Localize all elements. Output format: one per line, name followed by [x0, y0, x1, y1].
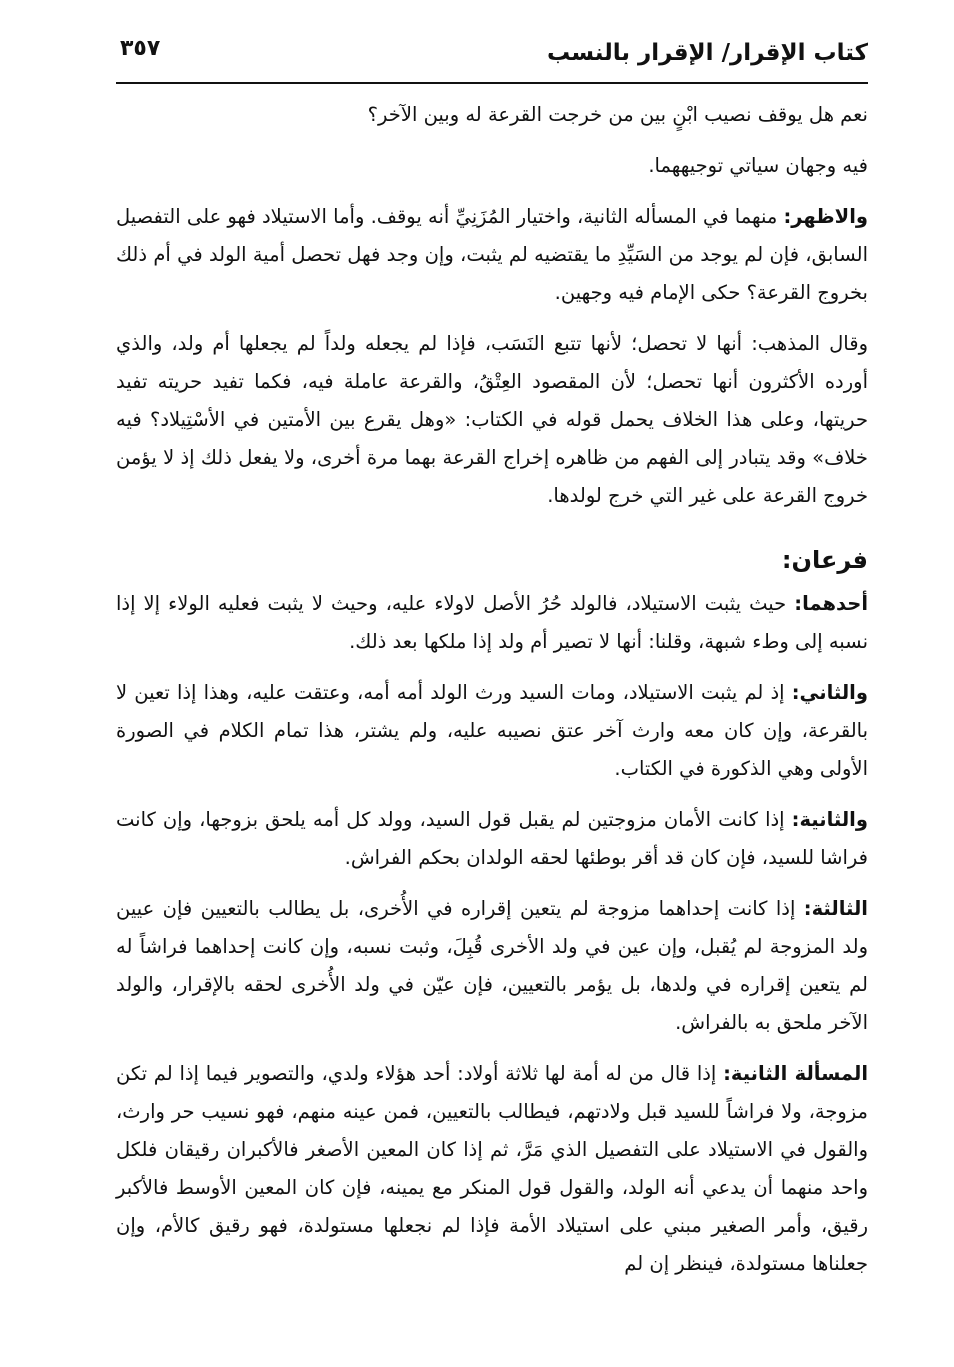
paragraph-lead: والثاني:: [791, 681, 868, 704]
paragraph-lead: الثالثة:: [803, 897, 868, 920]
section-heading: فرعان:: [781, 546, 868, 574]
paragraph: والثاني: إذ لم يثبت الاستيلاد، ومات السيد ورث الولد أمه أمه، وعتقت عليه، وهذا إذا تعين لا بالقرعة، وإن كان معه وارث آخر عتق نصيبه عليه، ولم يشتر، هذا تمام الكلام في الصورة الأولى وهي الذكورة في الكتاب.: [116, 681, 868, 780]
paragraph: الثالثة: إذا كانت إحداهما مزوجة لم يتعين إقراره في الأُخرى، بل يطالب بالتعيين فإن عيين ولد المزوجة لم يُقبل، وإن عين في ولد الأخرى قُبِلَ، وثبت نسبه، وإن كانت إحداهما فراشاً له لم يتعين إقراره في ولدها، بل يؤمر بالتعيين، فإن عيّن في ولد الأُخرى لحقه بالإقرار، والولد الآخر ملحق به بالفراش.: [116, 897, 868, 1034]
body-text: [116, 96, 868, 1296]
paragraph: فيه وجهان سياتي توجيههما.: [648, 154, 868, 177]
page-number: ٣٥٧: [120, 36, 161, 61]
paragraph: نعم هل يوقف نصيب ابْنٍ بين من خرجت القرعة له وبين الآخر؟: [367, 103, 868, 126]
paragraph-lead: المسألة الثانية:: [723, 1062, 869, 1085]
paragraph: أحدهما: حيث يثبت الاستيلاد، فالولد حُرُ الأصل لاولاء عليه، وحيث لا يثبت فعليه الولاء إلا إذا نسبه إلى وطء شبهة، وقلنا: أنها لا تصير أم ولد إذا ملكها بعد ذلك.: [116, 592, 868, 653]
page-header: [116, 36, 868, 76]
running-title: كتاب الإقرار/ الإقرار بالنسب: [547, 40, 868, 66]
paragraph: المسألة الثانية: إذا قال من له أمة لها ثلاثة أولاد: أحد هؤلاء ولدي، والتصوير فيما إذا لم تكن مزوجة، ولا فراشاً للسيد قبل ولادتهم، فيطالب بالتعيين، فمن عينه منهم، فهو نسيب حر وارث، والقول في الاستيلاد على التفصيل الذي مَرَّ، ثم إذا كان المعين الأصغر فالأكبران رقيقان فلكل واحد منهما أن يدعي أنه الولد، والقول قول المنكر مع يمينه، فإن كان المعين الأوسط فالأكبر رقيق، وأمر الصغير مبني على استيلاد الأمة فإذا لم نجعلها مستولدة، فهو رقيق كالأم، وإن جعلناها مستولدة، فينظر إن لم: [116, 1062, 869, 1275]
paragraph: وقال المذهب: أنها لا تحصل؛ لأنها تتبع النَسَب، فإذا لم يجعله ولداً لم يجعلها أم ولد، والذي أورده الأكثرون أنها تحصل؛ لأن المقصود العِتْقُ، والقرعة عاملة فيه، فكما تفيد حريته تفيد حريتها، وعلى هذا الخلاف يحمل قوله في الكتاب: «وهل يقرع بين الأمتين في الأسْتِيلاد؟ فيه خلاف» وقد يتبادر إلى الفهم من ظاهره إخراج القرعة بهما مرة أخرى، ولا يفعل ذلك إذ لا يؤمن خروج القرعة على غير التي خرج لولدها.: [116, 332, 868, 507]
paragraph: والثانية: إذا كانت الأمان مزوجتين لم يقبل قول السيد، وولد كل أمه يلحق بزوجها، وإن كانت فراشا للسيد، فإن كان قد أقر بوطئها لحقه الولدان بحكم الفراش.: [116, 808, 868, 869]
paragraph: والاظهر: منهما في المسأله الثانية، واختيار المُزَنِيِّ أنه يوقف. وأما الاستيلاد فهو على التفصيل السابق، فإن لم يوجد من السَيِّدِ ما يقتضيه لم يثبت، وإن وجد فهل تحصل أمية الولد في أم ذلك بخروج القرعة؟ حكى الإمام فيه وجهين.: [116, 205, 868, 304]
paragraph-lead: والاظهر:: [783, 205, 868, 228]
paragraph-lead: أحدهما:: [794, 592, 868, 615]
header-rule: [116, 82, 868, 84]
paragraph-lead: والثانية:: [791, 808, 868, 831]
